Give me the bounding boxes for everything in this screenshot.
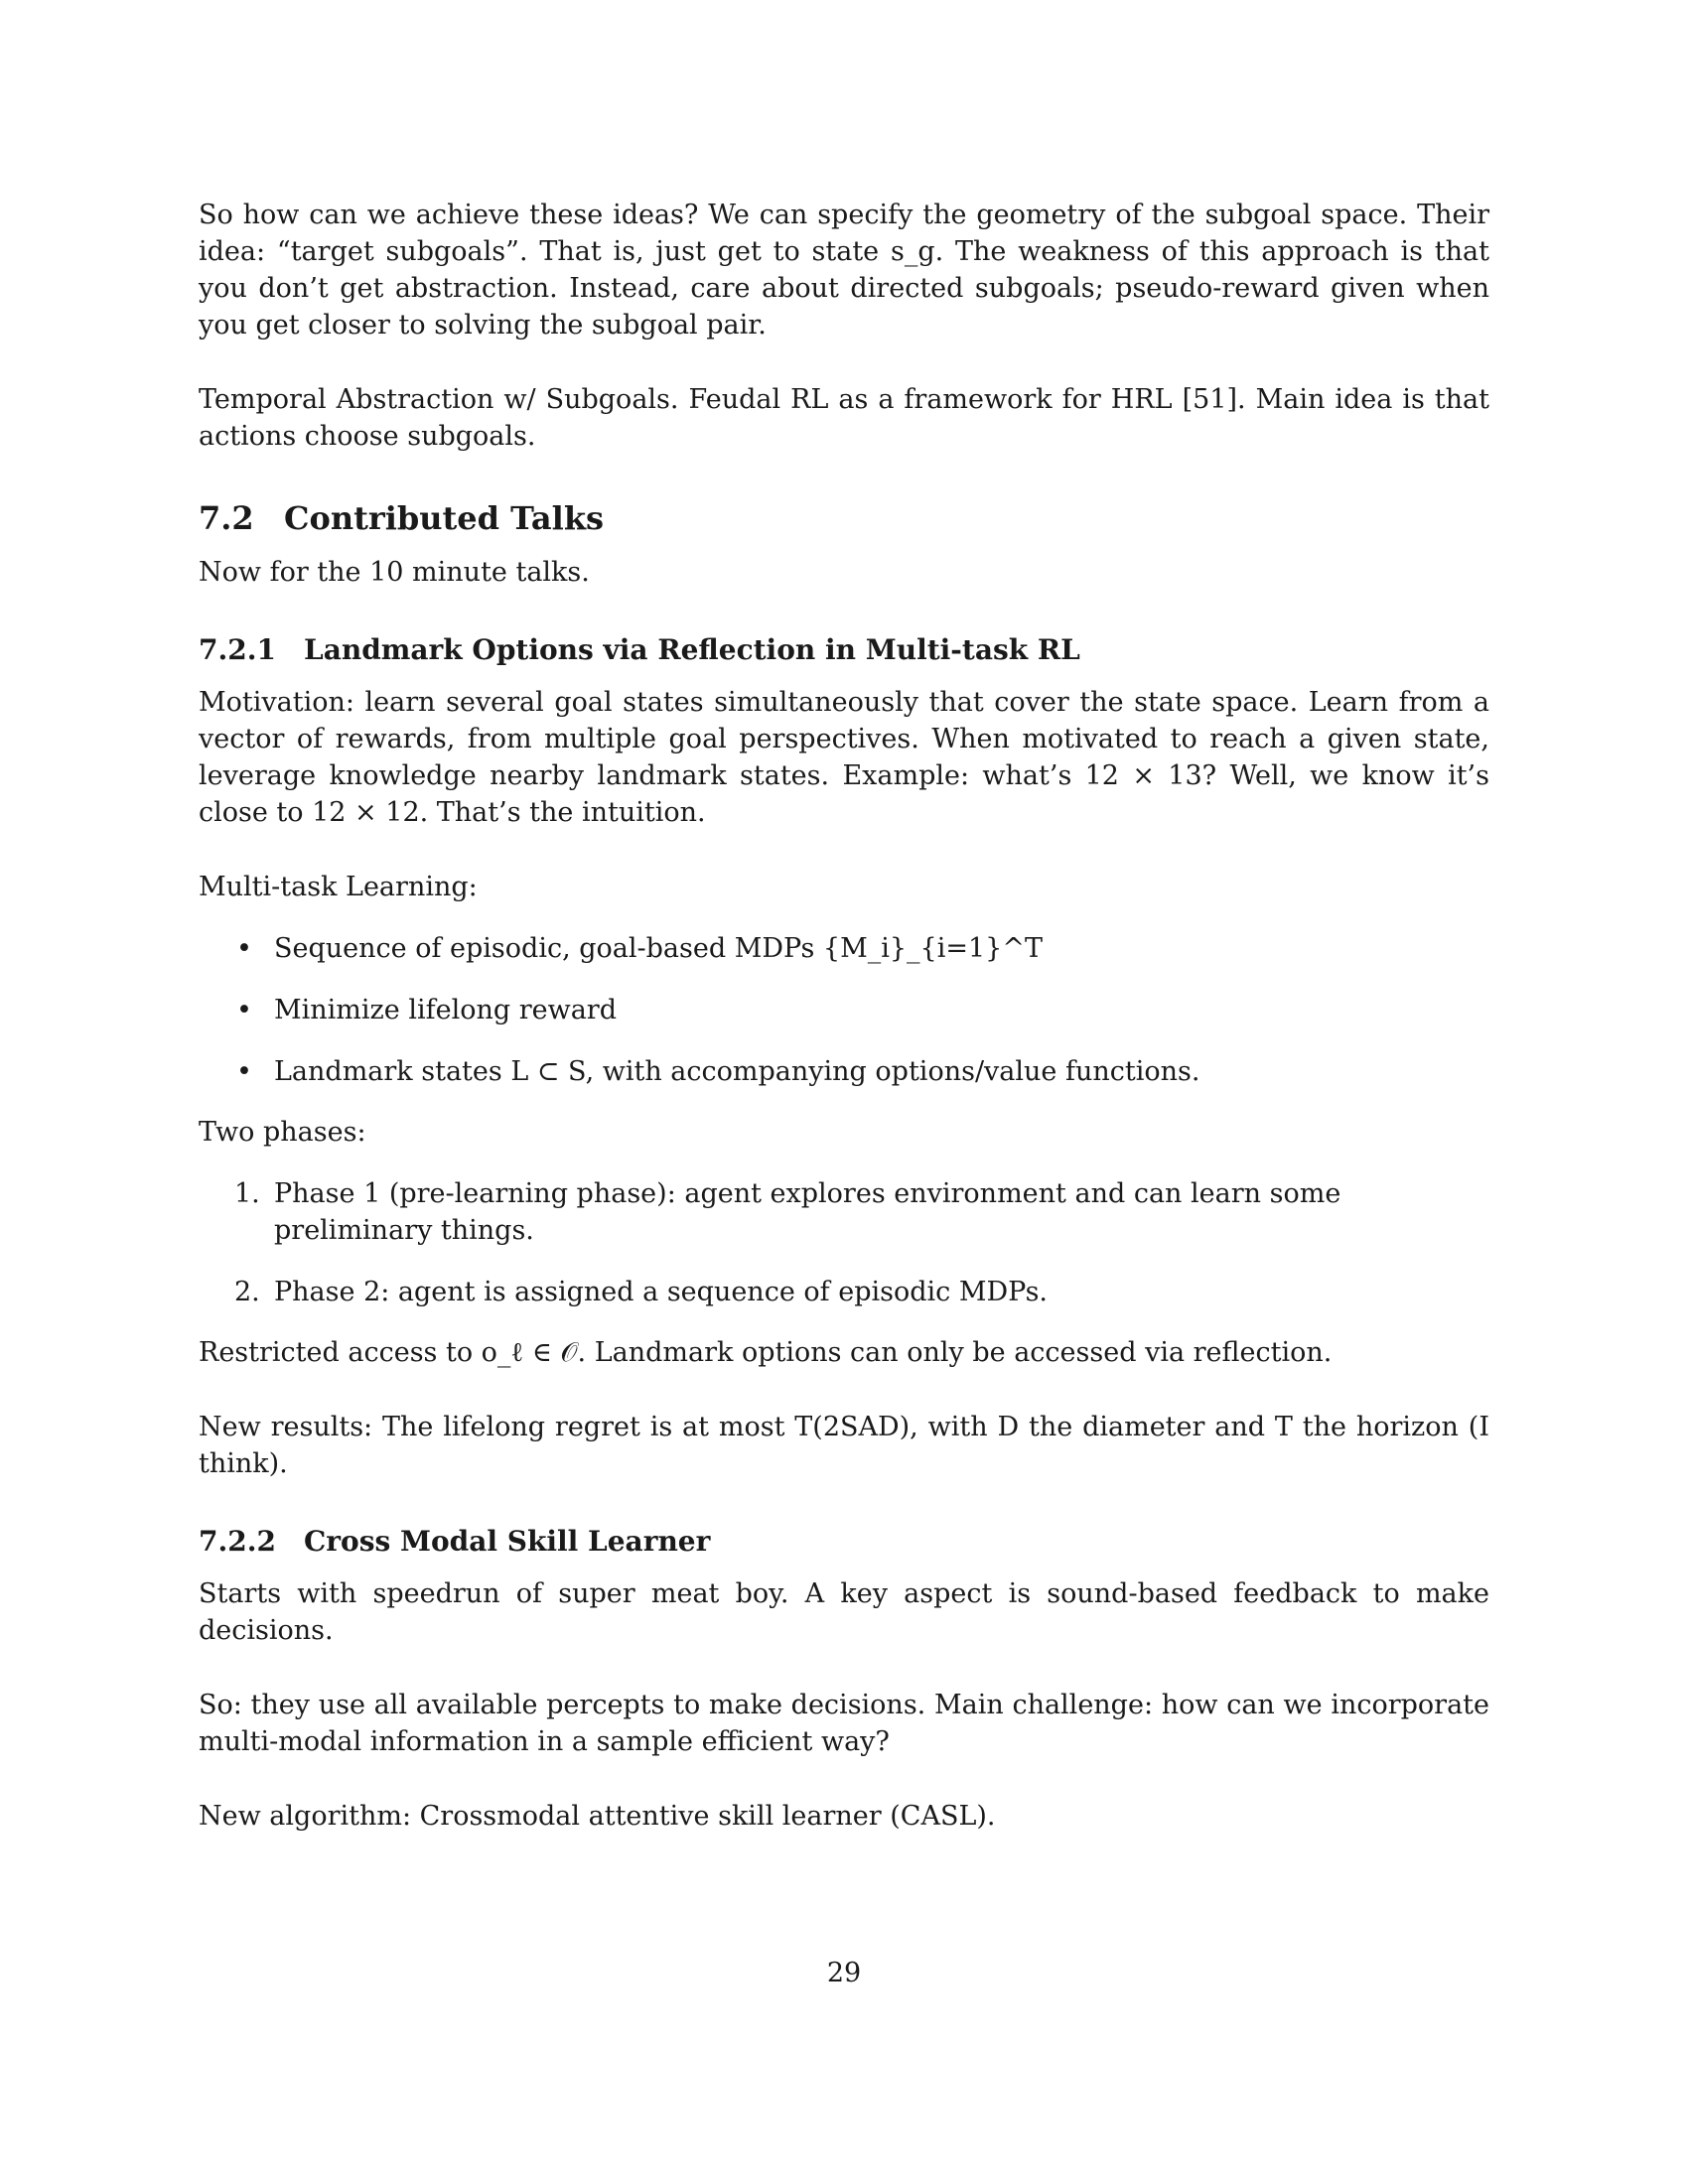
list-item: 1. Phase 1 (pre-learning phase): agent explores environment and can learn some preliminary things. (199, 1175, 1489, 1249)
list-number: 1. (234, 1178, 260, 1209)
phases-numbered-list (199, 1175, 1489, 1310)
subsection-number: 7.2.1 (199, 633, 276, 666)
subsection-number: 7.2.2 (199, 1525, 276, 1558)
bullet-icon: • (236, 1056, 252, 1087)
subsection-heading-7-2-2 (199, 1522, 1489, 1562)
paragraph-multitask-label: Multi-task Learning: (199, 872, 478, 902)
list-number: 2. (234, 1277, 260, 1307)
list-item: • Sequence of episodic, goal-based MDPs {M_i}_{i=1}^T (199, 930, 1489, 967)
paragraph-temporal-abstraction: Temporal Abstraction w/ Subgoals. Feudal RL as a framework for HRL [51]. Main idea is that actions choose subgoals. (199, 384, 1489, 452)
list-item: • Landmark states L ⊂ S, with accompanying options/value functions. (199, 1053, 1489, 1090)
paragraph-phases-label: Two phases: (199, 1117, 366, 1148)
page-body (199, 197, 1489, 1835)
bullet-icon: • (236, 933, 252, 964)
subsection-title: Cross Modal Skill Learner (304, 1525, 711, 1558)
paragraph-restricted-access: Restricted access to o_ℓ ∈ 𝒪. Landmark options can only be accessed via reflection. (199, 1337, 1333, 1368)
list-item: 2. Phase 2: agent is assigned a sequence of episodic MDPs. (199, 1274, 1489, 1310)
paragraph-subgoal-geometry: So how can we achieve these ideas? We can specify the geometry of the subgoal space. Their idea: “target subgoals”. That is, just get to state s_g. The weakness of this approach is that you don’t get abstraction. Instead, care about directed subgoals; pseudo-reward given when you get closer to solving the subgoal pair. (199, 200, 1489, 341)
paragraph-percepts: So: they use all available percepts to make decisions. Main challenge: how can we incorporate multi-modal information in a sample efficient way? (199, 1690, 1489, 1757)
subsection-title: Landmark Options via Reflection in Multi-task RL (304, 633, 1080, 666)
section-heading-7-2 (199, 496, 1489, 540)
section-title: Contributed Talks (284, 499, 604, 537)
section-number: 7.2 (199, 499, 254, 537)
paragraph-motivation: Motivation: learn several goal states simultaneously that cover the state space. Learn from a vector of rewards, from multiple goal perspectives. When motivated to reach a given state, leverage knowledge nearby landmark states. Example: what’s 12 × 13? Well, we know it’s close to 12 × 12. That’s the intuition. (199, 687, 1489, 828)
multitask-bullet-list (199, 930, 1489, 1090)
paragraph-new-algorithm: New algorithm: Crossmodal attentive skill learner (CASL). (199, 1801, 996, 1832)
bullet-icon: • (236, 995, 252, 1025)
list-item: • Minimize lifelong reward (199, 992, 1489, 1028)
subsection-heading-7-2-1 (199, 630, 1489, 670)
paragraph-new-results: New results: The lifelong regret is at most T(2SAD), with D the diameter and T the horizon (I think). (199, 1412, 1489, 1479)
paragraph-contributed-talks-intro: Now for the 10 minute talks. (199, 557, 590, 588)
paragraph-speedrun: Starts with speedrun of super meat boy. A key aspect is sound-based feedback to make decisions. (199, 1578, 1489, 1646)
page-number: 29 (826, 1958, 862, 1988)
